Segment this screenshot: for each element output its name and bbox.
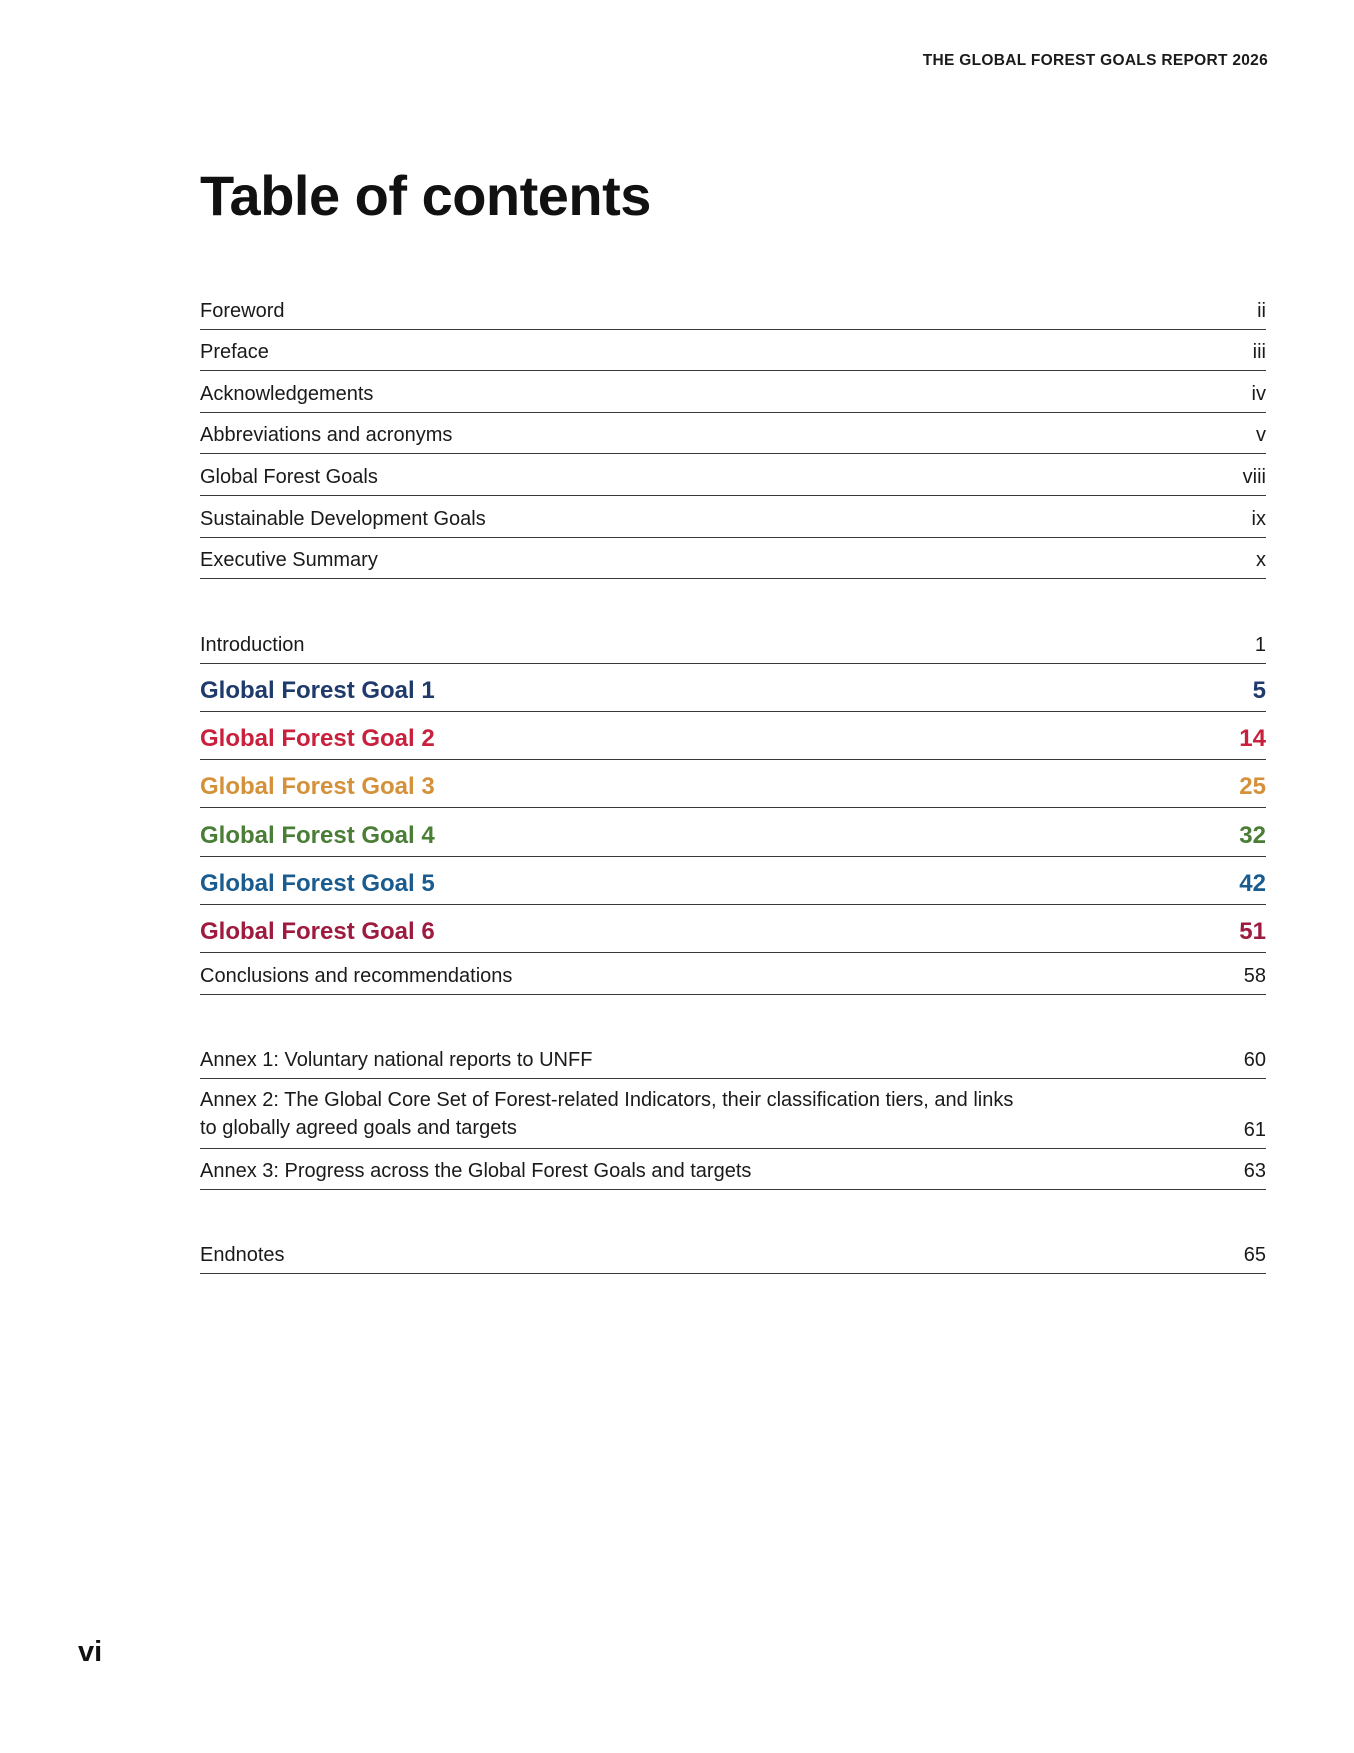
toc-row-goal-3[interactable] [200, 760, 1266, 808]
toc-goal-page-number: 25 [1239, 773, 1266, 801]
toc-goal-page-number: 14 [1239, 725, 1266, 753]
toc-row-global-forest-goals[interactable] [200, 454, 1266, 496]
toc-entry-label: Endnotes [200, 1243, 285, 1266]
toc-page-number: 58 [1243, 964, 1266, 987]
toc-row-goal-5[interactable] [200, 857, 1266, 905]
toc-page-number: x [1256, 549, 1266, 572]
toc-page-number: iii [1252, 341, 1266, 364]
toc-page-number: 60 [1243, 1048, 1266, 1071]
toc-row-goal-1[interactable] [200, 664, 1266, 712]
toc-entry-label: Foreword [200, 299, 285, 322]
toc-page-number: viii [1242, 465, 1266, 488]
toc-page-number: iv [1251, 382, 1266, 405]
toc-row-annex-2[interactable] [200, 1079, 1266, 1149]
toc-page-number: 65 [1243, 1243, 1266, 1266]
toc-entry-label: Executive Summary [200, 549, 378, 572]
toc-row-goal-2[interactable] [200, 712, 1266, 760]
toc-row-conclusions[interactable] [200, 953, 1266, 995]
toc-endnotes [200, 1232, 1266, 1274]
toc-entry-label: Acknowledgements [200, 382, 374, 405]
toc-goal-page-number: 51 [1239, 918, 1266, 946]
toc-goal-page-number: 42 [1239, 870, 1266, 898]
toc-goal-label: Global Forest Goal 5 [200, 870, 435, 898]
toc-row-executive-summary[interactable] [200, 538, 1266, 580]
toc-row-endnotes[interactable] [200, 1232, 1266, 1274]
toc-page-number: ii [1257, 299, 1266, 322]
running-header: THE GLOBAL FOREST GOALS REPORT 2026 [922, 52, 1268, 69]
toc-main [200, 622, 1266, 995]
toc-entry-label: Global Forest Goals [200, 465, 378, 488]
toc-goal-page-number: 32 [1239, 821, 1266, 849]
page-title: Table of contents [200, 164, 651, 227]
toc-page-number: v [1256, 424, 1266, 447]
toc-row-foreword[interactable] [200, 288, 1266, 330]
toc-row-acknowledgements[interactable] [200, 371, 1266, 413]
toc-entry-label: Conclusions and recommendations [200, 964, 513, 987]
toc-goal-label: Global Forest Goal 3 [200, 773, 435, 801]
toc-entry-label: Annex 2: The Global Core Set of Forest-related Indicators, their classification tiers, and links to globally agreed goals and targets [200, 1088, 1014, 1139]
toc-page-number: 1 [1254, 633, 1266, 656]
toc-row-goal-6[interactable] [200, 905, 1266, 953]
toc-row-abbreviations[interactable] [200, 413, 1266, 455]
toc-annexes [200, 1037, 1266, 1190]
toc-page-number: 61 [1243, 1118, 1266, 1141]
toc-goal-label: Global Forest Goal 2 [200, 725, 435, 753]
toc-row-sdgs[interactable] [200, 496, 1266, 538]
toc-goal-label: Global Forest Goal 1 [200, 676, 435, 704]
toc-entry-label: Introduction [200, 633, 305, 656]
toc-row-introduction[interactable] [200, 622, 1266, 664]
toc-row-preface[interactable] [200, 330, 1266, 372]
toc-goal-label: Global Forest Goal 6 [200, 918, 435, 946]
toc-front-matter [200, 288, 1266, 579]
toc-goal-label: Global Forest Goal 4 [200, 821, 435, 849]
toc-row-goal-4[interactable] [200, 808, 1266, 856]
toc-row-annex-3[interactable] [200, 1149, 1266, 1191]
page-folio: vi [78, 1636, 103, 1668]
toc-entry-label: Annex 3: Progress across the Global Forest Goals and targets [200, 1160, 752, 1183]
toc-entry-label: Annex 1: Voluntary national reports to UNFF [200, 1048, 593, 1071]
toc-entry-label: Preface [200, 341, 269, 364]
toc-entry-label: Abbreviations and acronyms [200, 424, 453, 447]
toc-page-number: 63 [1243, 1160, 1266, 1183]
toc-goal-page-number: 5 [1252, 676, 1266, 704]
toc-row-annex-1[interactable] [200, 1037, 1266, 1079]
toc-entry-label: Sustainable Development Goals [200, 507, 486, 530]
toc-page-number: ix [1251, 507, 1266, 530]
